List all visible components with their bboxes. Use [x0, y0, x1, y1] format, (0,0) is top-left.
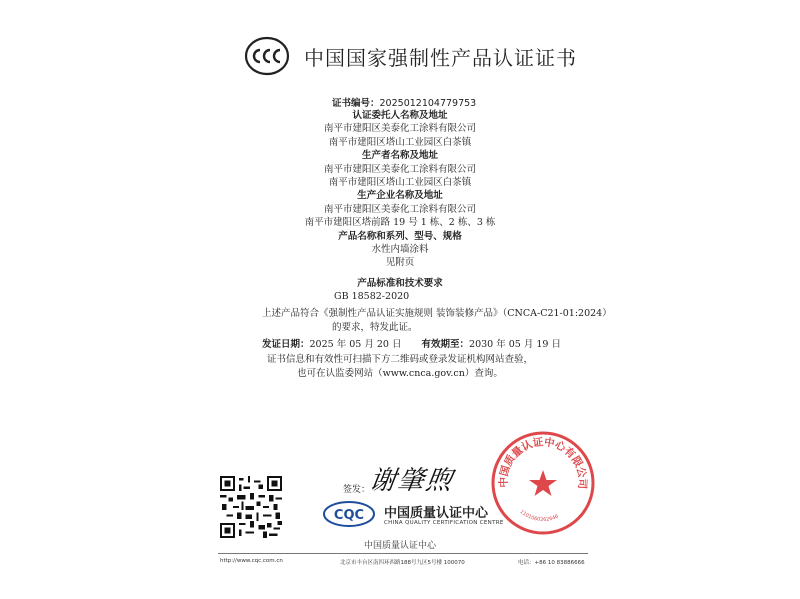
expiry-date-label: 有效期至： — [421, 339, 470, 350]
product-name: 水性内墙涂料 — [371, 244, 429, 256]
cqc-english-name: CHINA QUALITY CERTIFICATION CENTRE — [384, 520, 504, 526]
product-note: 见附页 — [385, 257, 415, 269]
svg-text:CQC: CQC — [333, 508, 365, 523]
producer-address: 南平市建阳区塔山工业园区白茶镇 — [328, 177, 472, 189]
cqc-name: 中国质量认证中心 — [384, 506, 489, 521]
verification-info — [0, 353, 800, 381]
expiry-date: 2030 年 05 月 19 日 — [469, 339, 561, 350]
issue-date: 2025 年 05 月 20 日 — [309, 339, 402, 350]
footer-website[interactable]: http://www.cqc.com.cn — [220, 558, 283, 564]
validity-dates — [262, 336, 561, 350]
product-heading: 产品名称和系列、型号、规格 — [338, 230, 462, 242]
signature: 谢肇煦 — [367, 466, 456, 496]
ccc-mark-icon — [244, 36, 290, 76]
certificate-number — [332, 95, 476, 109]
certificate-number-label: 证书编号： — [332, 98, 380, 109]
manufacturer-name: 南平市建阳区美泰化工涂料有限公司 — [323, 203, 476, 215]
certificate-header — [244, 34, 577, 78]
certificate-number-value: 2025012104779753 — [379, 98, 477, 109]
svg-text:中国质量认证中心有限公司: 中国质量认证中心有限公司 — [497, 436, 589, 490]
issue-date-label: 发证日期： — [262, 339, 310, 350]
svg-text:1101060262646: 1101060262646 — [518, 508, 560, 523]
producer-heading: 生产者名称及地址 — [361, 150, 438, 162]
certificate-title: 中国国家强制性产品认证证书 — [304, 45, 577, 70]
footer-address: 北京市丰台区南四环西路188号九区5号楼 100070 — [340, 560, 465, 566]
signature-label: 签发： — [343, 485, 371, 495]
client-name: 南平市建阳区美泰化工涂料有限公司 — [323, 123, 476, 135]
footer-phone: 电话：+86 10 83886666 — [518, 560, 585, 566]
client-heading: 认证委托人名称及地址 — [352, 110, 448, 121]
certificate-body — [0, 109, 800, 304]
qr-code-icon[interactable] — [220, 476, 282, 538]
standard-heading: 产品标准和技术要求 — [357, 277, 443, 289]
client-address: 南平市建阳区塔山工业园区白茶镇 — [328, 136, 472, 148]
issuer-name: 中国质量认证中心 — [363, 541, 436, 551]
cqc-logo-icon — [322, 500, 376, 528]
manufacturer-heading: 生产企业名称及地址 — [357, 190, 443, 202]
info-line-2: 也可在认监委网站（www.cnca.gov.cn）查询。 — [297, 368, 503, 379]
standard-value: GB 18582-2020 — [334, 291, 410, 303]
footer-contact-bar — [218, 556, 588, 568]
statement-line-2: 的要求，特发此证。 — [332, 322, 418, 333]
info-line-1: 证书信息和有效性可扫描下方二维码或登录发证机构网站查验， — [266, 354, 533, 365]
official-seal-icon — [488, 428, 598, 538]
statement-line-1: 上述产品符合《强制性产品认证实施规则 装饰装修产品》（CNCA-C21-01:2024） — [262, 308, 612, 319]
footer-divider — [218, 553, 588, 554]
manufacturer-address: 南平市建阳区塔前路 19 号 1 栋、2 栋、3 栋 — [304, 217, 496, 229]
conformity-statement — [262, 307, 612, 335]
producer-name: 南平市建阳区美泰化工涂料有限公司 — [323, 163, 476, 175]
